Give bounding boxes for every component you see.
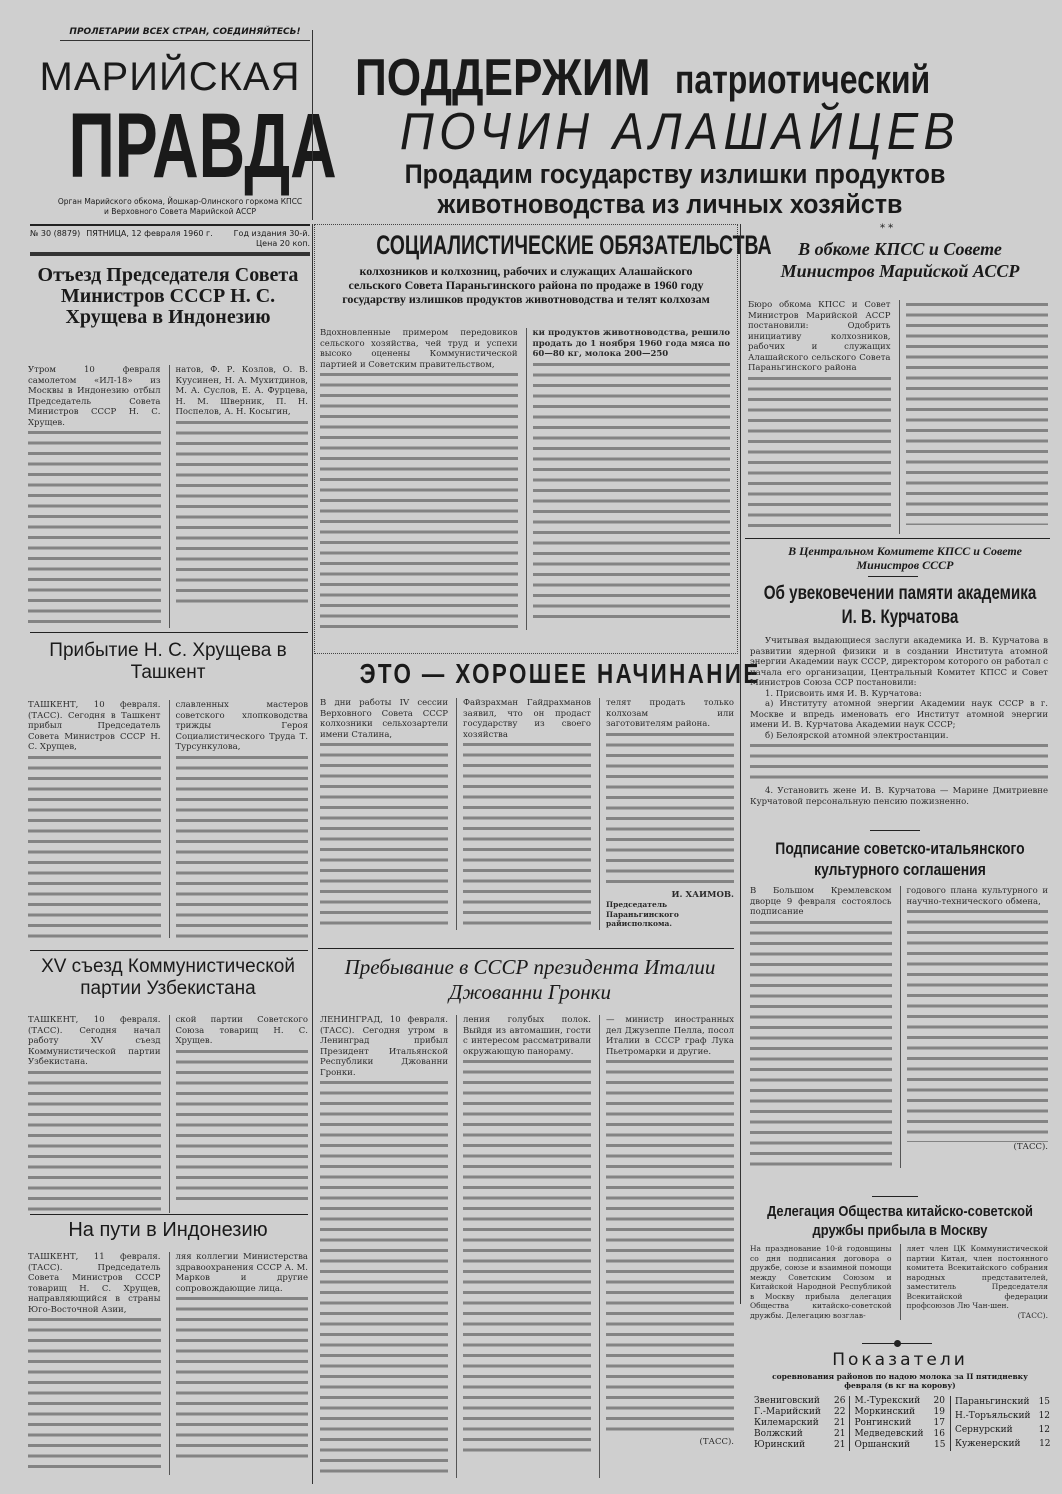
- issue-date: ПЯТНИЦА, 12 февраля 1960 г.: [86, 229, 213, 238]
- banner-line-2: ПОЧИН АЛАШАЙЦЕВ: [399, 103, 961, 161]
- milk-yield-value: 20: [933, 1396, 945, 1406]
- indicator-row: [850, 1396, 949, 1407]
- district-name: Н.-Торъяльский: [954, 1411, 1031, 1422]
- milk-yield-value: 15: [933, 1440, 946, 1450]
- onway-body: ТАШКЕНТ, 11 февраля. (ТАСС). Председатель Совета Министров СССР товарищ Н. С. Хрущев, направляющийся в страны Юго-Восточной Азии, ляя коллегии Министерства здравоохранения СССР А. М. Марков и другие сопровождающие лица.: [28, 1252, 308, 1475]
- newspaper-title-top: МАРИЙСКАЯ: [39, 55, 301, 99]
- issue-line: [30, 229, 310, 249]
- milk-yield-value: 15: [1038, 1397, 1051, 1408]
- issue-number: № 30 (8879): [30, 229, 81, 238]
- district-name: Куженерский: [954, 1438, 1021, 1449]
- district-name: Ронгинский: [854, 1418, 912, 1428]
- indicators-column: [750, 1396, 849, 1451]
- indicators-subtitle: соревнования районов по надою молока за II пятидневку февраля (в кг на корову): [772, 1372, 1028, 1390]
- obligations-title: СОЦИАЛИСТИЧЕСКИЕ ОБЯЗАТЕЛЬСТВА: [376, 230, 772, 260]
- indicator-row: [750, 1407, 849, 1418]
- banner-line-1: ПОДДЕРЖИМ патриотический: [355, 49, 931, 107]
- slogan: ПРОЛЕТАРИИ ВСЕХ СТРАН, СОЕДИНЯЙТЕСЬ!: [60, 26, 310, 41]
- indicator-row: [850, 1407, 949, 1418]
- obkom-title: В обкоме КПСС и Совете Министров Марийской АССР: [780, 239, 1020, 281]
- good-start-body: В дни работы IV сессии Верховного Совета СССР колхозники сельхозартели имени Сталина, Файзрахман Гайдрахманов заявил, что он продаст государству из своего хозяйства телят продать только колхозам или заготовителям района. И. ХАИМОВ. Председатель Параньгинского райисполкома.: [320, 698, 734, 928]
- district-name: Моркинский: [854, 1407, 916, 1417]
- indicator-row: [750, 1440, 849, 1451]
- district-name: Волжский: [754, 1429, 803, 1439]
- milk-yield-value: 26: [834, 1396, 846, 1406]
- milk-yield-value: 21: [834, 1429, 846, 1439]
- milk-yield-value: 12: [1039, 1438, 1051, 1449]
- banner-line-4: животноводства из личных хозяйств: [437, 189, 903, 219]
- tass-tag: (ТАСС).: [1017, 1310, 1048, 1320]
- obligations-subtitle: колхозников и колхозниц, рабочих и служащих Алашайского сельского Совета Параньгинского района по продаже в 1960 году государству излишков продуктов животноводства и телят колхозам: [342, 264, 710, 306]
- indicator-row: [750, 1429, 849, 1440]
- indicators-column: [950, 1396, 1055, 1451]
- indicators-title: Показатели: [832, 1350, 968, 1370]
- district-name: Оршанский: [854, 1440, 911, 1450]
- milk-yield-value: 21: [834, 1418, 846, 1428]
- milk-yield-value: 12: [1038, 1411, 1051, 1422]
- italy-agreement-body: В Большом Кремлевском дворце 9 февраля состоялось подписание годового плана культурного и научно-технического обмена, (ТАСС).: [750, 886, 1048, 1168]
- congress-title: XV съезд Коммунистической партии Узбекистана: [41, 956, 295, 999]
- district-name: М.-Турекский: [854, 1396, 921, 1406]
- indicator-row: [750, 1418, 849, 1429]
- indicator-row: [950, 1424, 1054, 1438]
- indicator-row: [850, 1418, 949, 1429]
- indicator-row: [950, 1437, 1054, 1451]
- kurchatov-title: Об увековечении памяти академика И. В. Курчатова: [763, 583, 1037, 628]
- kurchatov-body: Учитывая выдающиеся заслуги академика И. В. Курчатова в развитии ядерной физики и в создании Института атомной энергии Академии наук СССР, директором которого он работал с начала его организации, Центральный Комитет КПСС и Совет Министров Союза ССР постановили: 1. Присвоить имя И. В. Курчатова: а) Институту атомной энергии Академии наук СССР в г. Москве и впредь именовать его Институт атомной энергии имени И. В. Курчатова Академии наук СССР; б) Белоярской атомной электростанции. 4. Установить жене И. В. Курчатова — Марине Дмитриевне Курчатовой персональную пенсию пожизненно.: [750, 636, 1048, 807]
- departure-title: Отъезд Председателя Совета Министров СССР Н. С. Хрущева в Индонезию: [37, 264, 299, 328]
- milk-yield-value: 22: [834, 1407, 846, 1417]
- delegation-body: На празднование 10-й годовщины со дня подписания договора о дружбе, союзе и взаимной помощи между Советским Союзом и Китайской Народной Республикой в Москву прибыла делегация Общества китайско-советской дружбы. Делегацию возглав- ляет член ЦК Коммунистической партии Китая, член постоянного комитета Всекитайского собрания народных представителей, заместитель Председателя Всекитайской федерации профсоюзов Лю Чан-шен. (ТАСС).: [750, 1244, 1048, 1320]
- district-name: Параньгинский: [954, 1397, 1030, 1408]
- tass-tag: (ТАСС).: [1013, 1142, 1048, 1152]
- milk-yield-value: 12: [1038, 1424, 1051, 1435]
- milk-yield-value: 21: [834, 1440, 846, 1450]
- indicator-row: [850, 1440, 949, 1451]
- tashkent-body: ТАШКЕНТ, 10 февраля. (ТАСС). Сегодня в Ташкент прибыл Председатель Совета Министров СССР Н. С. Хрущев, славленных мастеров советского хлопководства трижды Героя Социалистического Труда Т. Турсункулова,: [28, 700, 308, 938]
- milk-yield-value: 19: [933, 1407, 945, 1417]
- indicator-row: [950, 1410, 1054, 1424]
- cc-title: В Центральном Комитете КПСС и Совете Министров СССР: [788, 544, 1022, 572]
- district-name: Юринский: [754, 1440, 806, 1450]
- onway-title: На пути в Индонезию: [68, 1219, 268, 1241]
- milk-yield-value: 17: [933, 1418, 945, 1428]
- tass-tag: (ТАСС).: [699, 1437, 734, 1447]
- signature: И. ХАИМОВ.: [671, 889, 734, 900]
- indicators-table: [750, 1396, 1055, 1451]
- indicator-row: [750, 1396, 849, 1407]
- banner-line-3: Продадим государству излишки продуктов: [404, 159, 946, 189]
- gronchi-title: Пребывание в СССР президента Италии Джованни Гронки: [344, 955, 716, 1004]
- congress-body: ТАШКЕНТ, 10 февраля. (ТАСС). Сегодня начал работу XV съезд Коммунистической партии Узбекистана. ской партии Советского Союза товарищ Н. С. Хрущев.: [28, 1015, 308, 1213]
- gronchi-body: ЛЕНИНГРАД, 10 февраля. (ТАСС). Сегодня утром в Ленинград прибыл Президент Итальянской Республики Джованни Гронки. ления голубых полок. Выйдя из автомашин, гости с интересом рассматривали окружающую панораму. — министр иностранных дел Джузеппе Пелла, посол Италии в СССР граф Лука Пьетромарки и другие. (ТАСС).: [320, 1015, 734, 1478]
- tashkent-title: Прибытие Н. С. Хрущева в Ташкент: [49, 640, 287, 683]
- district-name: Г.-Марийский: [754, 1407, 821, 1417]
- year: Год издания 30-й.: [233, 229, 310, 238]
- indicator-row: [850, 1429, 949, 1440]
- milk-yield-value: 16: [933, 1429, 945, 1439]
- district-name: Килемарский: [754, 1418, 819, 1428]
- obkom-body: Бюро обкома КПСС и Совет Министров Марийской АССР постановили: Одобрить инициативу колхозников, рабочих и служащих Алашайского сельского Совета Параньгинского района: [748, 300, 1048, 534]
- district-name: Звениговский: [754, 1396, 820, 1406]
- indicator-row: [950, 1396, 1054, 1410]
- obligations-body: Вдохновленные примером передовиков сельского хозяйства, чей труд и успехи высоко оценены Коммунистической партией и Советским правительством, ки продуктов животноводства, решило продать до 1 ноября 1960 года мяса по 60—80 кг, молока 200—250: [320, 328, 730, 630]
- district-name: Медведевский: [854, 1429, 924, 1439]
- price: Цена 20 коп.: [255, 239, 310, 248]
- delegation-title: Делегация Общества китайско-советской дружбы прибыла в Москву: [767, 1203, 1033, 1239]
- departure-body: Утром 10 февраля самолетом «ИЛ-18» из Москвы в Индонезию отбыл Председатель Совета Министров СССР Н. С. Хрущев. натов, Ф. Р. Козлов, О. В. Куусинен, Н. А. Мухитдинов, М. А. Суслов, Е. А. Фурцева, Н. М. Шверник, П. Н. Поспелов, А. Н. Косыгин,: [28, 365, 308, 628]
- italy-agreement-title: Подписание советско-итальянского культурного соглашения: [775, 839, 1025, 879]
- organ-line: Орган Марийского обкома, Йошкар-Олинского горкома КПСС и Верховного Совета Марийской АССР: [57, 197, 303, 216]
- newspaper-title-main: ПРАВДА: [68, 95, 337, 197]
- district-name: Сернурский: [954, 1424, 1013, 1435]
- good-start-title: ЭТО — ХОРОШЕЕ НАЧИНАНИЕ: [359, 658, 761, 689]
- indicators-column: [849, 1396, 949, 1451]
- signature-role: Председатель Параньгинского райисполкома.: [606, 900, 679, 928]
